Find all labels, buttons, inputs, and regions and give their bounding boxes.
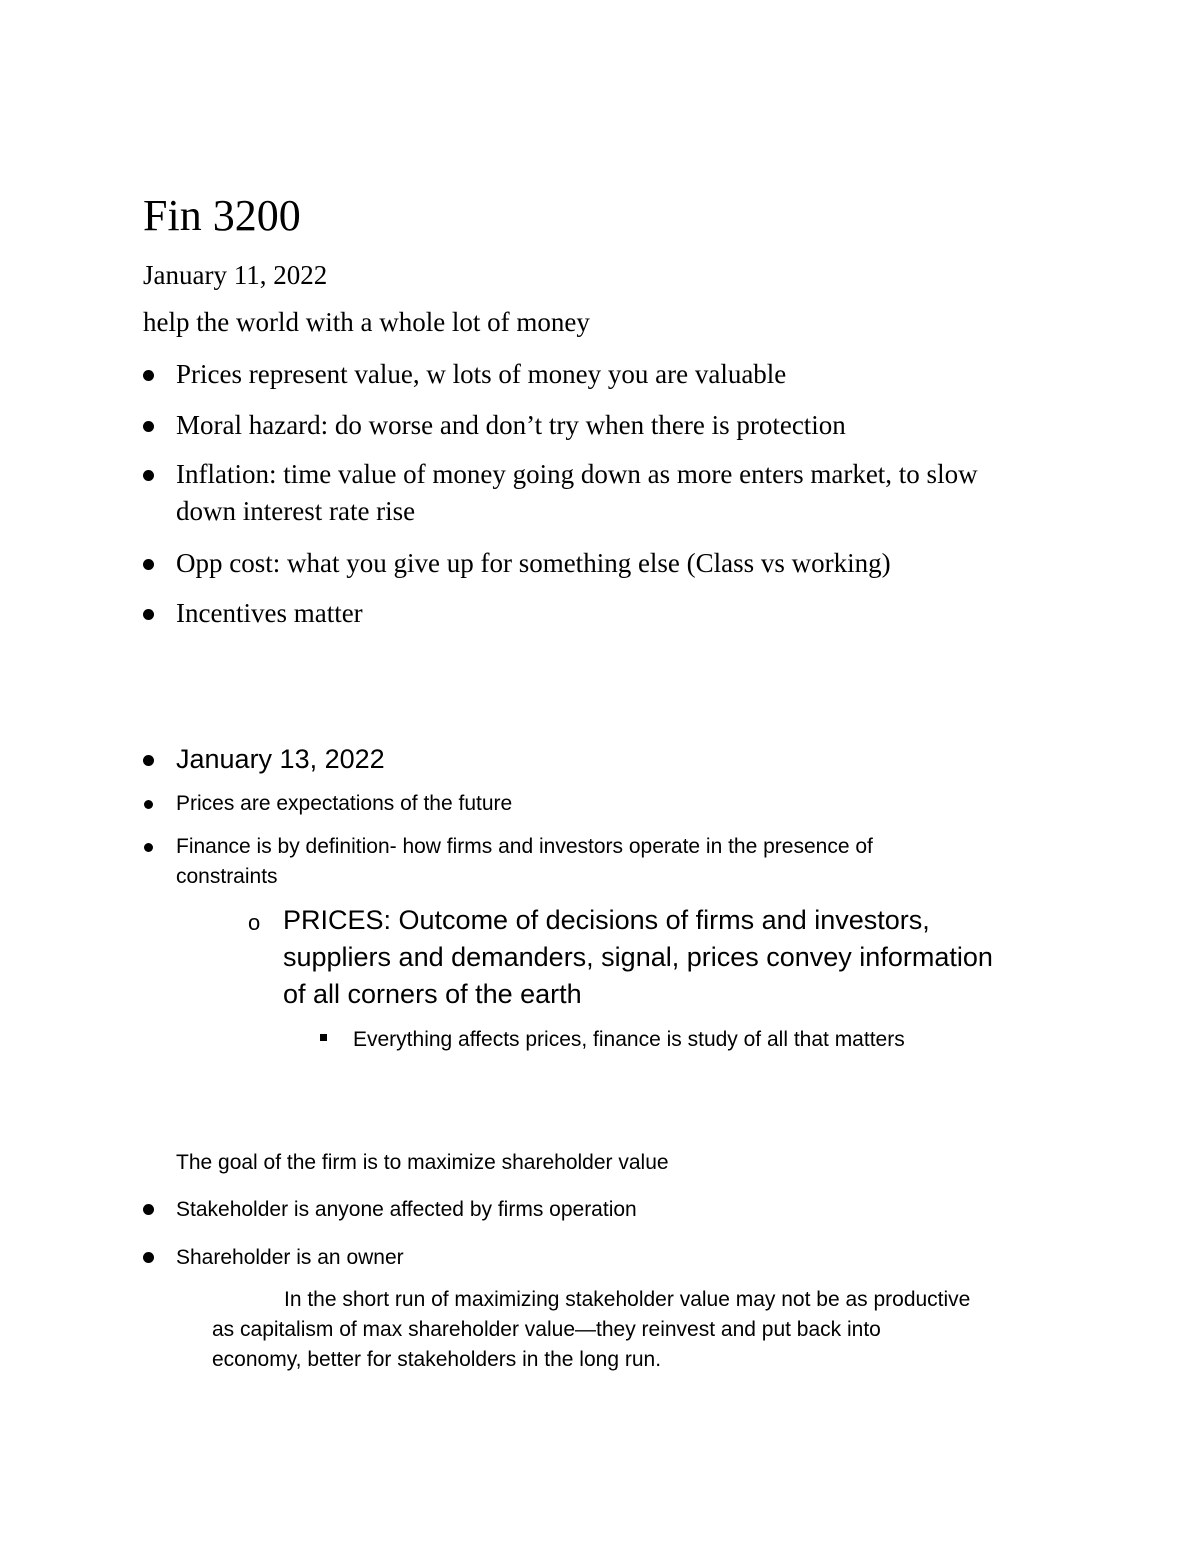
sub-list-item-text-continued: of all corners of the earth	[283, 979, 582, 1009]
list-item-text: Finance is by definition- how firms and investors operate in the presence of	[176, 835, 873, 858]
sub-list-item-text: PRICES: Outcome of decisions of firms and investors,	[283, 905, 930, 935]
list-item-text-continued: down interest rate rise	[176, 496, 416, 526]
square-bullet-icon	[320, 1034, 327, 1041]
bullet-icon	[144, 843, 153, 852]
list-item-text: Inflation: time value of money going down as more enters market, to slow	[176, 459, 978, 489]
list-item-text-continued: constraints	[176, 865, 278, 888]
bullet-icon	[143, 1204, 154, 1215]
list-item-text: Shareholder is an owner	[176, 1246, 404, 1269]
bullet-icon	[143, 470, 154, 481]
bullet-icon	[143, 755, 154, 766]
bullet-icon	[143, 370, 154, 381]
date-heading-2: January 13, 2022	[176, 744, 385, 774]
sub-sub-list-item-text: Everything affects prices, finance is study of all that matters	[353, 1028, 905, 1051]
bullet-icon	[143, 609, 154, 620]
paragraph-line: In the short run of maximizing stakeholder value may not be as productive	[284, 1288, 971, 1311]
intro-line: help the world with a whole lot of money	[143, 307, 590, 337]
page-title: Fin 3200	[143, 191, 301, 240]
circle-bullet-icon: o	[248, 910, 261, 935]
sub-list-item-text-continued: suppliers and demanders, signal, prices convey information	[283, 942, 993, 972]
goal-statement: The goal of the firm is to maximize shareholder value	[176, 1151, 669, 1174]
paragraph-line: as capitalism of max shareholder value—they reinvest and put back into	[212, 1318, 881, 1341]
bullet-icon	[143, 1252, 154, 1263]
bullet-icon	[143, 421, 154, 432]
date-heading-1: January 11, 2022	[143, 260, 328, 290]
list-item-text: Prices are expectations of the future	[176, 792, 513, 815]
bullet-icon	[143, 559, 154, 570]
list-item-text: Opp cost: what you give up for something else (Class vs working)	[176, 548, 891, 578]
paragraph-line: economy, better for stakeholders in the long run.	[212, 1348, 662, 1371]
list-item-text: Prices represent value, w lots of money you are valuable	[176, 359, 787, 389]
list-item-text: Incentives matter	[176, 598, 363, 628]
list-item-text: Stakeholder is anyone affected by firms operation	[176, 1198, 637, 1221]
bullet-icon	[144, 800, 153, 809]
list-item-text: Moral hazard: do worse and don’t try when there is protection	[176, 410, 846, 440]
